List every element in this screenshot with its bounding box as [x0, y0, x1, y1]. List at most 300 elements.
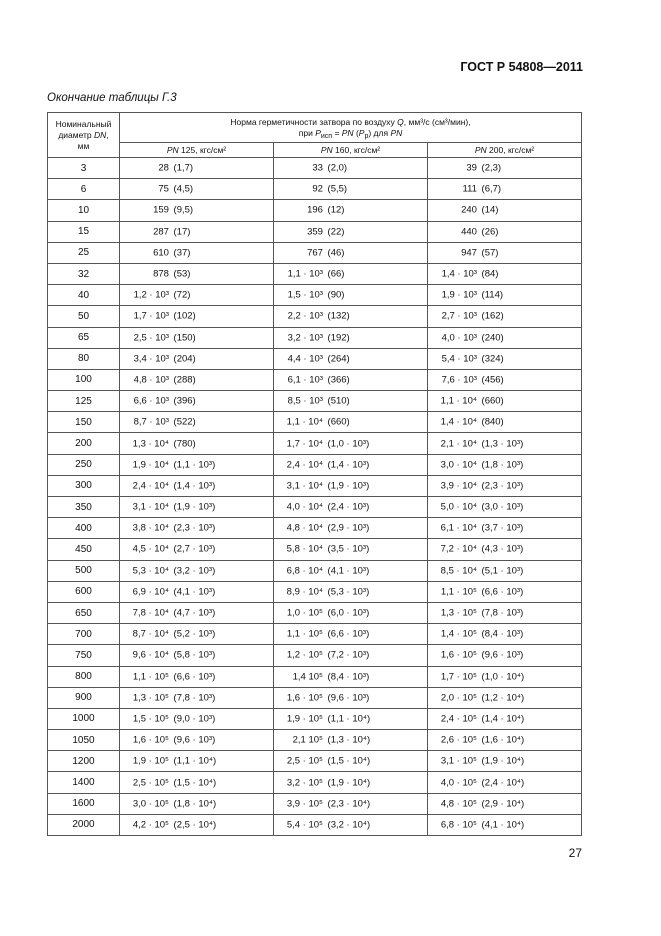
table-row: [48, 624, 582, 645]
rate-mm3-per-s: 3,4 · 10³: [133, 353, 169, 365]
dn-cell: 500: [48, 560, 120, 581]
rate-cm3-per-min: (2,4 · 10⁴): [481, 777, 525, 789]
rate-mm3-per-s: 6,1 · 10³: [287, 374, 323, 386]
rate-mm3-per-s: 7,2 · 10⁴: [440, 543, 477, 555]
leak-value-cell: [428, 221, 582, 242]
rate-cm3-per-min: (1,4 · 10³): [173, 480, 216, 492]
rate-cm3-per-min: (324): [481, 353, 504, 365]
dn-cell: 750: [48, 645, 120, 666]
leak-value-cell: [120, 200, 274, 221]
rate-cm3-per-min: (4,1 · 10³): [327, 565, 370, 577]
rate-mm3-per-s: 3,0 · 10⁴: [440, 459, 477, 471]
leak-value-cell: [428, 158, 582, 179]
rate-mm3-per-s: 1,9 · 10⁵: [286, 713, 323, 725]
rate-cm3-per-min: (192): [327, 332, 350, 344]
table-row: [48, 581, 582, 602]
rate-mm3-per-s: 1,6 · 10⁵: [132, 734, 169, 746]
rate-mm3-per-s: 2,0 · 10⁵: [440, 692, 477, 704]
rate-cm3-per-min: (53): [173, 268, 191, 280]
leak-value-cell: [428, 645, 582, 666]
leak-value-cell: [274, 814, 428, 835]
dn-cell: 80: [48, 348, 120, 369]
leak-value-cell: [274, 433, 428, 454]
leak-value-cell: [428, 624, 582, 645]
rate-cm3-per-min: (9,6 · 10³): [173, 734, 216, 746]
rate-cm3-per-min: (1,4 · 10³): [327, 459, 370, 471]
rate-cm3-per-min: (1,3 · 10⁴): [327, 734, 371, 746]
leak-value-cell: [428, 793, 582, 814]
leak-value-cell: [120, 814, 274, 835]
leak-value-cell: [274, 497, 428, 518]
rate-cm3-per-min: (90): [327, 289, 345, 301]
rate-mm3-per-s: 1,5 · 10³: [287, 289, 323, 301]
leak-value-cell: [428, 687, 582, 708]
rate-mm3-per-s: 3,8 · 10⁴: [132, 522, 169, 534]
rate-mm3-per-s: 6,1 · 10⁴: [440, 522, 477, 534]
rate-mm3-per-s: 2,1 10⁵: [292, 734, 323, 746]
rate-mm3-per-s: 1,4 · 10⁵: [440, 628, 477, 640]
rate-mm3-per-s: 1,4 · 10³: [441, 268, 477, 280]
rate-mm3-per-s: 8,5 · 10³: [287, 395, 323, 407]
leak-value-cell: [428, 391, 582, 412]
rate-cm3-per-min: (1,0 · 10⁴): [481, 671, 525, 683]
leak-value-cell: [428, 518, 582, 539]
leak-value-cell: [428, 581, 582, 602]
table-row: [48, 179, 582, 200]
rate-mm3-per-s: 2,4 · 10⁴: [286, 459, 323, 471]
leak-value-cell: [120, 645, 274, 666]
leak-value-cell: [274, 158, 428, 179]
rate-mm3-per-s: 4,2 · 10⁵: [132, 819, 169, 831]
dn-cell: 2000: [48, 814, 120, 835]
rate-cm3-per-min: (1,3 · 10³): [481, 438, 524, 450]
table-row: [48, 454, 582, 475]
rate-cm3-per-min: (9,6 · 10³): [481, 649, 524, 661]
table-row: [48, 348, 582, 369]
table-row: [48, 369, 582, 390]
rate-cm3-per-min: (840): [481, 416, 504, 428]
rate-mm3-per-s: 6,8 · 10⁴: [286, 565, 323, 577]
rate-cm3-per-min: (1,1 · 10⁴): [173, 755, 217, 767]
leak-value-cell: [120, 539, 274, 560]
leak-value-cell: [428, 814, 582, 835]
table-row: [48, 412, 582, 433]
leak-value-cell: [428, 475, 582, 496]
table-row: [48, 560, 582, 581]
rate-cm3-per-min: (26): [481, 226, 499, 238]
table-row: [48, 518, 582, 539]
leak-value-cell: [428, 454, 582, 475]
rate-cm3-per-min: (5,5): [327, 183, 348, 195]
rate-cm3-per-min: (288): [173, 374, 196, 386]
leak-value-cell: [274, 454, 428, 475]
rate-cm3-per-min: (522): [173, 416, 196, 428]
rate-cm3-per-min: (72): [173, 289, 191, 301]
leak-value-cell: [428, 412, 582, 433]
rate-mm3-per-s: 1,6 · 10⁵: [286, 692, 323, 704]
rate-cm3-per-min: (102): [173, 310, 196, 322]
rate-mm3-per-s: 1,4 · 10⁴: [440, 416, 477, 428]
leak-value-cell: [274, 518, 428, 539]
leak-value-cell: [428, 772, 582, 793]
rate-cm3-per-min: (84): [481, 268, 499, 280]
rate-mm3-per-s: 7,8 · 10⁴: [132, 607, 169, 619]
rate-cm3-per-min: (8,4 · 10³): [327, 671, 370, 683]
rate-cm3-per-min: (37): [173, 247, 191, 259]
column-header-pn125: PN 125, кгс/см²: [120, 143, 274, 158]
leak-value-cell: [120, 497, 274, 518]
rate-mm3-per-s: 287: [153, 226, 169, 238]
dn-cell: 300: [48, 475, 120, 496]
dn-cell: 650: [48, 602, 120, 623]
dn-cell: 125: [48, 391, 120, 412]
leak-value-cell: [428, 497, 582, 518]
rate-mm3-per-s: 1,1 · 10⁵: [132, 671, 169, 683]
rate-cm3-per-min: (2,3 · 10³): [173, 522, 216, 534]
rate-cm3-per-min: (1,9 · 10³): [327, 480, 370, 492]
rate-mm3-per-s: 8,5 · 10⁴: [440, 565, 477, 577]
leak-value-cell: [274, 539, 428, 560]
rate-cm3-per-min: (5,2 · 10³): [173, 628, 216, 640]
dn-cell: 800: [48, 666, 120, 687]
rate-mm3-per-s: 2,5 · 10⁵: [286, 755, 323, 767]
rate-mm3-per-s: 878: [153, 268, 169, 280]
rate-cm3-per-min: (150): [173, 332, 196, 344]
table-row: [48, 306, 582, 327]
rate-cm3-per-min: (456): [481, 374, 504, 386]
leak-value-cell: [120, 475, 274, 496]
rate-mm3-per-s: 610: [153, 247, 169, 259]
leak-value-cell: [428, 263, 582, 284]
rate-cm3-per-min: (3,2 · 10³): [173, 565, 216, 577]
leak-value-cell: [120, 454, 274, 475]
leak-value-cell: [428, 369, 582, 390]
rate-cm3-per-min: (12): [327, 204, 345, 216]
rate-mm3-per-s: 2,4 · 10⁵: [440, 713, 477, 725]
rate-cm3-per-min: (396): [173, 395, 196, 407]
rate-cm3-per-min: (57): [481, 247, 499, 259]
leak-value-cell: [428, 666, 582, 687]
table-row: [48, 433, 582, 454]
rate-cm3-per-min: (5,3 · 10³): [327, 586, 370, 598]
leak-value-cell: [120, 730, 274, 751]
rate-cm3-per-min: (1,9 · 10⁴): [327, 777, 371, 789]
leak-value-cell: [274, 285, 428, 306]
leak-value-cell: [120, 369, 274, 390]
leak-value-cell: [274, 581, 428, 602]
rate-mm3-per-s: 4,8 · 10⁵: [440, 798, 477, 810]
rate-mm3-per-s: 240: [461, 204, 477, 216]
rate-mm3-per-s: 3,1 · 10⁴: [286, 480, 323, 492]
leak-value-cell: [120, 327, 274, 348]
rate-cm3-per-min: (5,8 · 10³): [173, 649, 216, 661]
rate-cm3-per-min: (3,7 · 10³): [481, 522, 524, 534]
leak-value-cell: [428, 348, 582, 369]
table-row: [48, 263, 582, 284]
rate-mm3-per-s: 5,3 · 10⁴: [132, 565, 169, 577]
table-row: [48, 158, 582, 179]
table-row: [48, 497, 582, 518]
dn-cell: 25: [48, 242, 120, 263]
leak-value-cell: [120, 306, 274, 327]
dn-cell: 50: [48, 306, 120, 327]
rate-cm3-per-min: (132): [327, 310, 350, 322]
rate-mm3-per-s: 1,9 · 10⁵: [132, 755, 169, 767]
rate-mm3-per-s: 196: [307, 204, 323, 216]
rate-mm3-per-s: 5,0 · 10⁴: [440, 501, 477, 513]
rate-mm3-per-s: 2,5 · 10⁵: [132, 777, 169, 789]
rate-mm3-per-s: 3,0 · 10⁵: [132, 798, 169, 810]
rate-cm3-per-min: (4,5): [173, 183, 194, 195]
rate-mm3-per-s: 1,1 · 10⁴: [286, 416, 323, 428]
rate-mm3-per-s: 947: [461, 247, 477, 259]
rate-cm3-per-min: (4,7 · 10³): [173, 607, 216, 619]
document-header: ГОСТ Р 54808—2011: [460, 60, 583, 74]
rate-cm3-per-min: (162): [481, 310, 504, 322]
rate-mm3-per-s: 5,4 · 10³: [441, 353, 477, 365]
rate-cm3-per-min: (2,7 · 10³): [173, 543, 216, 555]
leak-value-cell: [120, 391, 274, 412]
table-row: [48, 391, 582, 412]
leak-value-cell: [274, 179, 428, 200]
table-caption: Окончание таблицы Г.3: [47, 92, 177, 104]
leak-value-cell: [428, 560, 582, 581]
column-header-dn: Номинальный диаметр DN, мм: [48, 113, 120, 158]
rate-cm3-per-min: (2,4 · 10³): [327, 501, 370, 513]
dn-cell: 400: [48, 518, 120, 539]
rate-cm3-per-min: (6,6 · 10³): [481, 586, 524, 598]
dn-cell: 700: [48, 624, 120, 645]
rate-cm3-per-min: (14): [481, 204, 499, 216]
rate-mm3-per-s: 2,7 · 10³: [441, 310, 477, 322]
rate-mm3-per-s: 4,4 · 10³: [287, 353, 323, 365]
rate-cm3-per-min: (7,8 · 10³): [481, 607, 524, 619]
rate-mm3-per-s: 6,9 · 10⁴: [132, 586, 169, 598]
leak-value-cell: [120, 666, 274, 687]
rate-mm3-per-s: 5,8 · 10⁴: [286, 543, 323, 555]
rate-cm3-per-min: (780): [173, 438, 196, 450]
dn-cell: 40: [48, 285, 120, 306]
leak-value-cell: [274, 475, 428, 496]
rate-mm3-per-s: 33: [312, 162, 323, 174]
rate-cm3-per-min: (1,1 · 10³): [173, 459, 216, 471]
dn-cell: 1400: [48, 772, 120, 793]
rate-cm3-per-min: (7,8 · 10³): [173, 692, 216, 704]
rate-cm3-per-min: (1,8 · 10³): [481, 459, 524, 471]
rate-mm3-per-s: 8,9 · 10⁴: [286, 586, 323, 598]
rate-cm3-per-min: (1,4 · 10⁴): [481, 713, 525, 725]
rate-mm3-per-s: 1,3 · 10⁵: [440, 607, 477, 619]
leak-value-cell: [274, 772, 428, 793]
rate-mm3-per-s: 1,3 · 10⁵: [132, 692, 169, 704]
rate-mm3-per-s: 2,4 · 10⁴: [132, 480, 169, 492]
rate-mm3-per-s: 1,5 · 10⁵: [132, 713, 169, 725]
rate-cm3-per-min: (2,9 · 10⁴): [481, 798, 525, 810]
leak-value-cell: [120, 793, 274, 814]
leak-value-cell: [428, 751, 582, 772]
table-row: [48, 602, 582, 623]
rate-cm3-per-min: (204): [173, 353, 196, 365]
leak-value-cell: [120, 348, 274, 369]
rate-cm3-per-min: (1,1 · 10⁴): [327, 713, 371, 725]
dn-cell: 10: [48, 200, 120, 221]
leak-value-cell: [428, 327, 582, 348]
rate-cm3-per-min: (1,9 · 10⁴): [481, 755, 525, 767]
dn-cell: 3: [48, 158, 120, 179]
leak-value-cell: [274, 751, 428, 772]
rate-cm3-per-min: (6,0 · 10³): [327, 607, 370, 619]
leak-value-cell: [428, 200, 582, 221]
rate-cm3-per-min: (3,0 · 10³): [481, 501, 524, 513]
rate-cm3-per-min: (5,1 · 10³): [481, 565, 524, 577]
rate-cm3-per-min: (46): [327, 247, 345, 259]
rate-cm3-per-min: (510): [327, 395, 350, 407]
rate-mm3-per-s: 7,6 · 10³: [441, 374, 477, 386]
leak-value-cell: [274, 708, 428, 729]
leak-value-cell: [274, 730, 428, 751]
leak-value-cell: [274, 666, 428, 687]
rate-mm3-per-s: 3,1 · 10⁵: [440, 755, 477, 767]
rate-cm3-per-min: (2,5 · 10⁴): [173, 819, 217, 831]
rate-mm3-per-s: 3,2 · 10⁵: [286, 777, 323, 789]
leak-value-cell: [428, 433, 582, 454]
rate-cm3-per-min: (66): [327, 268, 345, 280]
rate-cm3-per-min: (1,0 · 10³): [327, 438, 370, 450]
leak-value-cell: [274, 412, 428, 433]
rate-cm3-per-min: (660): [327, 416, 350, 428]
rate-cm3-per-min: (8,4 · 10³): [481, 628, 524, 640]
rate-mm3-per-s: 1,7 · 10⁵: [440, 671, 477, 683]
rate-mm3-per-s: 1,3 · 10⁴: [132, 438, 169, 450]
rate-mm3-per-s: 4,0 · 10⁵: [440, 777, 477, 789]
rate-mm3-per-s: 1,4 10⁵: [292, 671, 323, 683]
leak-value-cell: [120, 412, 274, 433]
rate-cm3-per-min: (366): [327, 374, 350, 386]
dn-cell: 250: [48, 454, 120, 475]
leak-value-cell: [274, 793, 428, 814]
rate-mm3-per-s: 9,6 · 10⁴: [132, 649, 169, 661]
rate-mm3-per-s: 4,8 · 10⁴: [286, 522, 323, 534]
rate-mm3-per-s: 39: [466, 162, 477, 174]
leak-value-cell: [120, 581, 274, 602]
rate-mm3-per-s: 1,0 · 10⁵: [286, 607, 323, 619]
table-row: [48, 666, 582, 687]
leak-value-cell: [274, 624, 428, 645]
rate-mm3-per-s: 1,1 · 10³: [287, 268, 323, 280]
rate-cm3-per-min: (2,3): [481, 162, 502, 174]
leak-value-cell: [428, 242, 582, 263]
dn-cell: 1000: [48, 708, 120, 729]
table-row: [48, 221, 582, 242]
rate-cm3-per-min: (17): [173, 226, 191, 238]
rate-cm3-per-min: (9,0 · 10³): [173, 713, 216, 725]
leak-value-cell: [274, 263, 428, 284]
rate-mm3-per-s: 3,9 · 10⁴: [440, 480, 477, 492]
leak-value-cell: [120, 285, 274, 306]
table-row: [48, 539, 582, 560]
leak-value-cell: [120, 687, 274, 708]
leak-value-cell: [120, 158, 274, 179]
table-row: [48, 475, 582, 496]
rate-mm3-per-s: 75: [158, 183, 169, 195]
table-row: [48, 730, 582, 751]
rate-mm3-per-s: 2,5 · 10³: [133, 332, 169, 344]
leak-value-cell: [274, 560, 428, 581]
rate-mm3-per-s: 359: [307, 226, 323, 238]
rate-cm3-per-min: (2,0): [327, 162, 348, 174]
rate-mm3-per-s: 1,1 · 10⁴: [440, 395, 477, 407]
rate-cm3-per-min: (9,5): [173, 204, 194, 216]
leak-value-cell: [274, 221, 428, 242]
table-row: [48, 772, 582, 793]
leak-value-cell: [428, 306, 582, 327]
column-header-pn200: PN 200, кгс/см²: [428, 143, 582, 158]
rate-cm3-per-min: (1,8 · 10⁴): [173, 798, 217, 810]
leak-value-cell: [120, 518, 274, 539]
leak-value-cell: [120, 624, 274, 645]
rate-cm3-per-min: (9,6 · 10³): [327, 692, 370, 704]
leak-rate-table: [47, 112, 582, 836]
dn-cell: 1600: [48, 793, 120, 814]
rate-cm3-per-min: (660): [481, 395, 504, 407]
leak-value-cell: [428, 539, 582, 560]
rate-cm3-per-min: (2,3 · 10⁴): [327, 798, 371, 810]
rate-mm3-per-s: 3,9 · 10⁵: [286, 798, 323, 810]
rate-cm3-per-min: (4,1 · 10³): [173, 586, 216, 598]
rate-cm3-per-min: (1,5 · 10⁴): [327, 755, 371, 767]
rate-mm3-per-s: 111: [462, 183, 477, 195]
spanning-header: Норма герметичности затвора по воздуху Q, мм³/с (см³/мин), при $P_{исп}$ = PN $(P_р)$ для PN: [120, 113, 582, 143]
table-row: [48, 327, 582, 348]
rate-mm3-per-s: 1,2 · 10⁵: [286, 649, 323, 661]
rate-mm3-per-s: 3,1 · 10⁴: [132, 501, 169, 513]
rate-cm3-per-min: (7,2 · 10³): [327, 649, 370, 661]
dn-cell: 900: [48, 687, 120, 708]
leak-value-cell: [274, 602, 428, 623]
rate-cm3-per-min: (4,1 · 10⁴): [481, 819, 525, 831]
rate-mm3-per-s: 767: [307, 247, 323, 259]
leak-value-cell: [428, 602, 582, 623]
leak-value-cell: [120, 179, 274, 200]
rate-mm3-per-s: 1,9 · 10⁴: [132, 459, 169, 471]
rate-mm3-per-s: 1,7 · 10⁴: [286, 438, 323, 450]
table-row: [48, 687, 582, 708]
dn-cell: 150: [48, 412, 120, 433]
rate-mm3-per-s: 4,0 · 10³: [441, 332, 477, 344]
leak-value-cell: [274, 327, 428, 348]
leak-value-cell: [120, 263, 274, 284]
leak-value-cell: [428, 730, 582, 751]
rate-cm3-per-min: (6,6 · 10³): [173, 671, 216, 683]
rate-mm3-per-s: 8,7 · 10⁴: [132, 628, 169, 640]
rate-mm3-per-s: 6,8 · 10⁵: [440, 819, 477, 831]
table-row: [48, 285, 582, 306]
rate-mm3-per-s: 4,0 · 10⁴: [286, 501, 323, 513]
rate-cm3-per-min: (6,7): [481, 183, 502, 195]
rate-cm3-per-min: (3,2 · 10⁴): [327, 819, 371, 831]
leak-value-cell: [120, 772, 274, 793]
dn-cell: 100: [48, 369, 120, 390]
rate-cm3-per-min: (2,9 · 10³): [327, 522, 370, 534]
rate-mm3-per-s: 6,6 · 10³: [133, 395, 169, 407]
table-row: [48, 708, 582, 729]
leak-value-cell: [274, 645, 428, 666]
dn-cell: 32: [48, 263, 120, 284]
rate-mm3-per-s: 159: [153, 204, 169, 216]
dn-cell: 350: [48, 497, 120, 518]
rate-cm3-per-min: (114): [481, 289, 504, 301]
table-row: [48, 242, 582, 263]
